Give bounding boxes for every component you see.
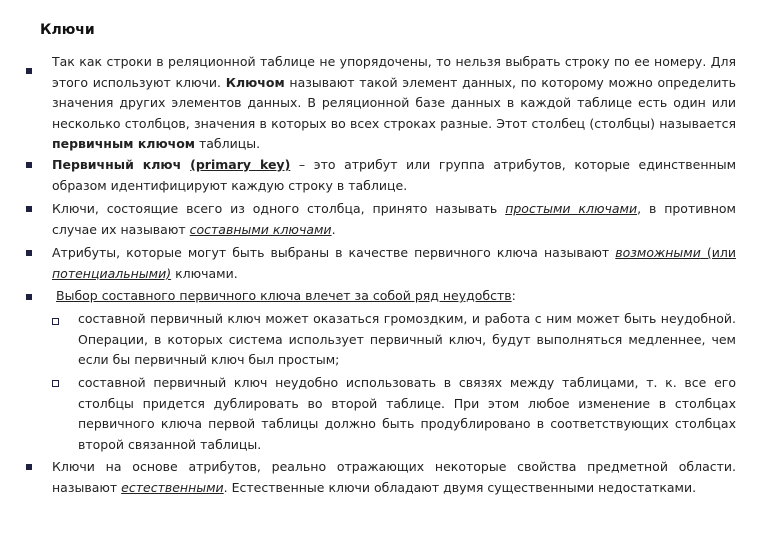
term-composite-keys: составными ключами bbox=[189, 221, 332, 237]
hollow-square-bullet-icon bbox=[52, 380, 59, 387]
text-segment: (или bbox=[700, 245, 737, 260]
text-segment: Атрибуты, которые могут быть выбраны в качестве первичного ключа называют bbox=[52, 245, 616, 260]
text-segment: Ключи, состоящие всего из одного столбца, принято называть bbox=[52, 201, 506, 216]
text-segment: Выбор составного первичного ключа влечет за собой ряд неудобств bbox=[56, 288, 512, 303]
text-segment: , в противном случае их называют bbox=[52, 201, 736, 237]
hollow-square-bullet-icon bbox=[52, 318, 59, 325]
text-segment: – это атрибут или группа атрибутов, которые единственным образом идентифицируют каждую строку в таблице. bbox=[52, 157, 737, 193]
term-natural: естественными bbox=[121, 479, 224, 495]
text-segment: . bbox=[331, 221, 336, 237]
square-bullet-icon bbox=[26, 250, 32, 256]
text-segment: Так как строки в реляционной таблице не упорядочены, то нельзя выбрать строку по ее номеру. Для этого используют ключи. bbox=[52, 54, 736, 90]
term-possible: возможными bbox=[615, 245, 701, 260]
term-primary-key-heading: Первичный ключ bbox=[52, 157, 191, 172]
paragraph-natural-keys bbox=[52, 457, 736, 498]
term-primary-key: первичным ключом bbox=[52, 136, 195, 152]
paragraph-simple-composite bbox=[52, 199, 736, 240]
term-potential: потенциальными) bbox=[52, 265, 172, 281]
paragraph-primary-key bbox=[52, 155, 736, 196]
text-segment: таблицы. bbox=[195, 136, 261, 152]
subitem-relations: составной первичный ключ неудобно использовать в связях между таблицами, т. к. все его столбцы придется дублировать во второй таблице. При этом любое изменение в столбцах первичного ключа первой таблицы должно быть продублировано в соответствующих столбцах второй связанной таблицы. bbox=[78, 375, 736, 452]
term-primary-key-english: (primary key) bbox=[190, 157, 291, 172]
square-bullet-icon bbox=[26, 464, 32, 470]
square-bullet-icon bbox=[26, 68, 32, 74]
term-simple-keys: простыми ключами bbox=[505, 201, 638, 216]
text-segment: называют такой элемент данных, по которому можно определить значения других элементов данных. В реляционной базе данных в каждой таблице есть один или несколько столбцов, значения в которых во всех строках разные. Этот столбец (столбцы) называется bbox=[52, 74, 736, 131]
text-segment: . Естественные ключи обладают двумя существенными недостатками. bbox=[223, 479, 697, 495]
paragraph-composite-drawbacks bbox=[56, 286, 736, 307]
text-segment: : bbox=[511, 288, 516, 303]
square-bullet-icon bbox=[26, 294, 32, 300]
paragraph-candidate-keys bbox=[52, 243, 736, 284]
text-segment: Ключи на основе атрибутов, реально отражающих некоторые свойства предметной области. называют bbox=[52, 459, 736, 495]
subitem-cumbersome: составной первичный ключ может оказаться громоздким, и работа с ним может быть неудобной. Операции, в которых система использует первичный ключ, будут выполняться медленнее, чем если бы первичный ключ был простым; bbox=[78, 311, 736, 368]
slide-title: Ключи bbox=[40, 22, 95, 38]
text-segment: ключами. bbox=[171, 265, 238, 281]
square-bullet-icon bbox=[26, 162, 32, 168]
paragraph-keys-intro bbox=[52, 52, 736, 155]
square-bullet-icon bbox=[26, 206, 32, 212]
term-key: Ключом bbox=[225, 74, 285, 90]
